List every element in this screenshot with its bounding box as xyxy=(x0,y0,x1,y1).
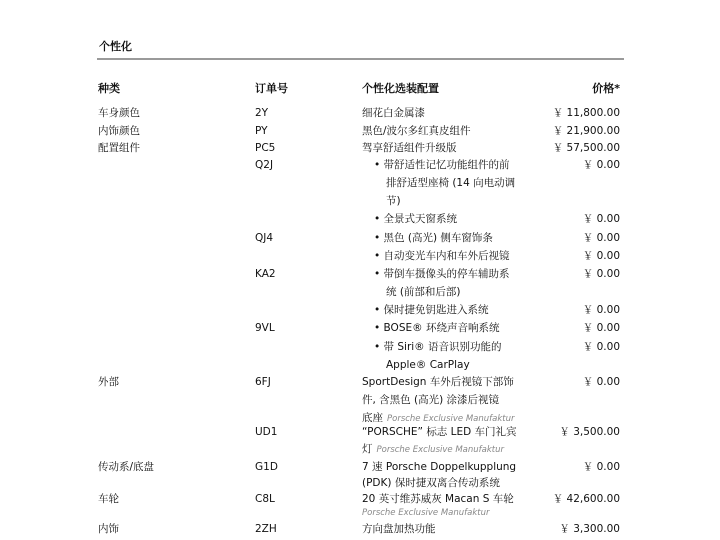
row-option-line: “PORSCHE” 标志 LED 车门礼宾 xyxy=(362,426,517,438)
row-option-line: 排舒适型座椅 (14 向电动调 xyxy=(386,177,516,189)
row-option: 细花白金属漆 xyxy=(362,107,425,119)
row-code: 9VL xyxy=(255,322,275,334)
row-price: ￥ 0.00 xyxy=(582,250,620,262)
row-option-line: • 带倒车摄像头的停车辅助系 xyxy=(374,268,510,280)
section-title: 个性化 xyxy=(99,40,132,53)
row-category: 车身颜色 xyxy=(98,107,140,119)
row-price: ￥ 0.00 xyxy=(582,376,620,388)
row-option-line: (PDK) 保时捷双离合传动系统 xyxy=(362,477,500,489)
header-option: 个性化选装配置 xyxy=(362,82,439,95)
section-divider xyxy=(97,58,624,60)
row-code: 6FJ xyxy=(255,376,271,388)
row-option: • 黑色 (高光) 侧车窗饰条 xyxy=(374,232,493,244)
header-price: 价格* xyxy=(592,82,620,95)
row-option: 黑色/波尔多红真皮组件 xyxy=(362,125,471,137)
row-option-line xyxy=(362,440,504,459)
row-price: ￥ 0.00 xyxy=(582,213,620,225)
row-price: ￥ 0.00 xyxy=(582,232,620,244)
row-code: C8L xyxy=(255,493,275,505)
exclusive-note: Porsche Exclusive Manufaktur xyxy=(376,445,504,455)
row-price: ￥ 0.00 xyxy=(582,322,620,334)
row-price: ￥ 0.00 xyxy=(582,461,620,473)
exclusive-note: Porsche Exclusive Manufaktur xyxy=(387,414,515,424)
header-order-no: 订单号 xyxy=(255,82,288,95)
row-code: G1D xyxy=(255,461,278,473)
row-price: ￥ 0.00 xyxy=(582,159,620,171)
row-option-line: 7 速 Porsche Doppelkupplung xyxy=(362,461,517,473)
row-option: 驾享舒适组件升级版 xyxy=(362,142,457,154)
row-category: 内饰颜色 xyxy=(98,125,140,137)
row-price: ￥ 3,500.00 xyxy=(559,426,620,438)
row-category: 内饰 xyxy=(98,523,119,535)
row-option-line xyxy=(362,506,489,519)
row-category: 车轮 xyxy=(98,493,119,505)
row-code: 2ZH xyxy=(255,523,277,535)
row-price: ￥ 57,500.00 xyxy=(552,142,620,154)
row-option-text: 灯 xyxy=(362,443,373,455)
row-option-line: 统 (前部和后部) xyxy=(386,286,461,298)
row-code: PC5 xyxy=(255,142,276,154)
row-price: ￥ 11,800.00 xyxy=(552,107,620,119)
row-code: 2Y xyxy=(255,107,269,119)
row-option-line: Apple® CarPlay xyxy=(386,359,470,371)
row-price: ￥ 3,300.00 xyxy=(559,523,620,535)
row-option: 方向盘加热功能 xyxy=(362,523,436,535)
row-option-line: 件, 含黑色 (高光) 涂漆后视镜 xyxy=(362,394,500,406)
row-code: KA2 xyxy=(255,268,276,280)
row-option-text: 底座 xyxy=(362,412,383,424)
row-price: ￥ 0.00 xyxy=(582,268,620,280)
row-price: ￥ 0.00 xyxy=(582,341,620,353)
header-category: 种类 xyxy=(98,82,120,95)
row-price: ￥ 42,600.00 xyxy=(552,493,620,505)
row-option: • BOSE® 环绕声音响系统 xyxy=(374,322,500,334)
row-code: PY xyxy=(255,125,268,137)
row-price: ￥ 0.00 xyxy=(582,304,620,316)
exclusive-note: Porsche Exclusive Manufaktur xyxy=(362,508,490,518)
row-code: Q2J xyxy=(255,159,274,171)
row-option: • 全景式天窗系统 xyxy=(374,213,458,225)
row-option: • 保时捷免钥匙进入系统 xyxy=(374,304,489,316)
row-code: UD1 xyxy=(255,426,278,438)
row-option-line: SportDesign 车外后视镜下部饰 xyxy=(362,376,514,388)
row-category: 配置组件 xyxy=(98,142,140,154)
row-option-line: • 带 Siri® 语音识别功能的 xyxy=(374,341,502,353)
row-category: 外部 xyxy=(98,376,119,388)
row-category: 传动系/底盘 xyxy=(98,461,155,473)
row-code: QJ4 xyxy=(255,232,274,244)
row-option-line: 20 英寸维苏威灰 Macan S 车轮 xyxy=(362,493,514,505)
row-option-line: 节) xyxy=(386,195,401,207)
row-price: ￥ 21,900.00 xyxy=(552,125,620,137)
row-option-line: • 带舒适性记忆功能组件的前 xyxy=(374,159,510,171)
row-option: • 自动变光车内和车外后视镜 xyxy=(374,250,510,262)
